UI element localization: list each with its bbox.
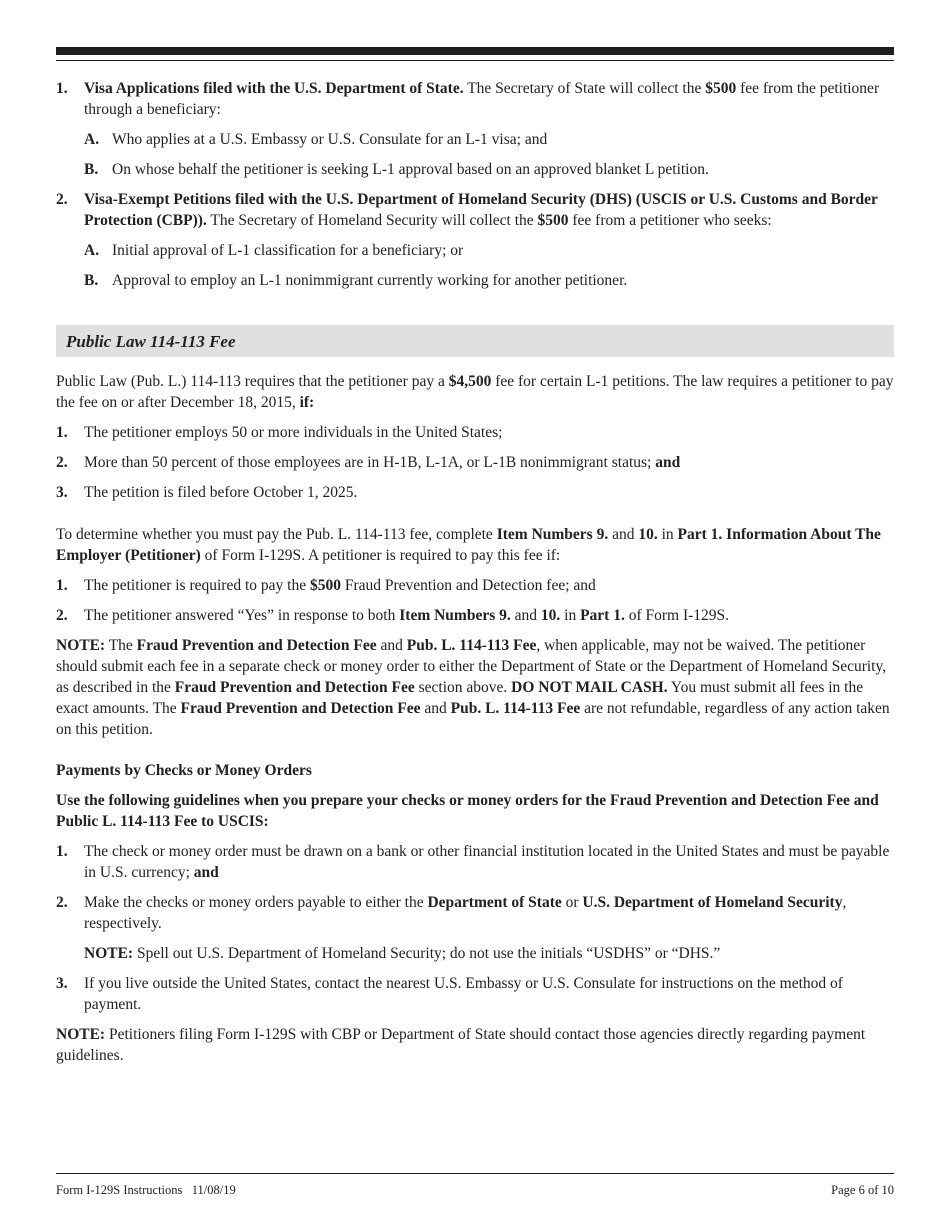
final-note-paragraph bbox=[56, 1024, 894, 1066]
visa-item-2-b bbox=[56, 270, 894, 291]
header-thin-rule bbox=[56, 60, 894, 61]
guideline-2-note bbox=[56, 943, 894, 964]
pl-condition-2 bbox=[56, 452, 894, 473]
emphasis-text: Pub. L. 114-113 Fee bbox=[406, 637, 537, 654]
emphasis-text: 10. bbox=[540, 607, 561, 624]
item-text: of Form I-129S. bbox=[624, 607, 730, 624]
paragraph-text: fee for certain L-1 petitions. The law requires a petitioner to pay the fee on or after December 18, 2015, bbox=[56, 373, 894, 411]
note-text: Spell out U.S. Department of Homeland Security; do not use the initials “USDHS” or “DHS.” bbox=[133, 945, 721, 962]
spacer bbox=[56, 512, 894, 524]
pl-requirement-1 bbox=[56, 575, 894, 596]
emphasis-text: Department of State bbox=[427, 894, 562, 911]
fee-amount: $500 bbox=[537, 212, 569, 229]
paragraph-text: The bbox=[105, 637, 137, 654]
item-text: If you live outside the United States, contact the nearest U.S. Embassy or U.S. Consulate for instructions on the method of payment. bbox=[84, 975, 843, 1013]
item-text: Make the checks or money orders payable to either the bbox=[84, 894, 428, 911]
sub-item-text: Who applies at a U.S. Embassy or U.S. Consulate for an L-1 visa; and bbox=[112, 131, 548, 148]
footer-form-name: Form I-129S Instructions 11/08/19 bbox=[56, 1183, 236, 1197]
sub-item-letter: B. bbox=[84, 161, 99, 178]
pl-condition-1 bbox=[56, 422, 894, 443]
emphasis-text: U.S. Department of Homeland Security bbox=[582, 894, 843, 911]
sub-item-letter: A. bbox=[84, 131, 100, 148]
item-text: in bbox=[560, 607, 581, 624]
emphasis-text: and bbox=[193, 864, 219, 881]
emphasis-text: Part 1. bbox=[580, 607, 625, 624]
item-text: The petition is filed before October 1, 2025. bbox=[84, 484, 358, 501]
paragraph-text: and bbox=[420, 700, 451, 717]
paragraph-text: of Form I-129S. A petitioner is required to pay this fee if: bbox=[200, 547, 561, 564]
determine-paragraph bbox=[56, 524, 894, 566]
visa-item-2-a bbox=[56, 240, 894, 261]
footer-rule bbox=[56, 1173, 894, 1174]
item-number: 1. bbox=[56, 577, 68, 594]
emphasis-text: Item Numbers 9. bbox=[496, 526, 609, 543]
item-heading: Visa-Exempt Petitions filed with the U.S. Department of Homeland Security (DHS) (USCIS or U.S. Customs and Border Protection (CBP)). bbox=[84, 191, 878, 229]
fee-amount: $500 bbox=[309, 577, 341, 594]
section-title: Public Law 114-113 Fee bbox=[66, 331, 236, 351]
item-text: fee from the petitioner through a beneficiary: bbox=[84, 80, 880, 118]
emphasis-text: Part 1. Information About The Employer (Petitioner) bbox=[56, 526, 881, 564]
fee-amount: $500 bbox=[705, 80, 737, 97]
fee-amount: $4,500 bbox=[448, 373, 492, 390]
emphasis-text: Fraud Prevention and Detection Fee bbox=[180, 700, 421, 717]
paragraph-text: and bbox=[608, 526, 639, 543]
emphasis-text: Fraud Prevention and Detection Fee bbox=[136, 637, 377, 654]
paragraph-text: in bbox=[657, 526, 678, 543]
visa-item-1-a bbox=[56, 129, 894, 150]
item-text: and bbox=[510, 607, 541, 624]
item-text: The petitioner is required to pay the bbox=[84, 577, 310, 594]
emphasis-text: Fraud Prevention and Detection Fee bbox=[174, 679, 415, 696]
item-number: 3. bbox=[56, 484, 68, 501]
emphasis-text: 10. bbox=[638, 526, 658, 543]
sub-item-text: Approval to employ an L-1 nonimmigrant currently working for another petitioner. bbox=[112, 272, 628, 289]
item-text: , respectively. bbox=[84, 894, 847, 932]
emphasis-text: Pub. L. 114-113 Fee bbox=[450, 700, 581, 717]
visa-item-2 bbox=[56, 189, 894, 231]
item-text: or bbox=[561, 894, 583, 911]
paragraph-text: , when applicable, may not be waived. The petitioner should submit each fee in a separate check or money order to either the Department of State or the Department of Homeland Security, as described in the bbox=[56, 637, 887, 696]
guidelines-paragraph bbox=[56, 790, 894, 832]
item-text: The Secretary of Homeland Security will collect the bbox=[206, 212, 538, 229]
item-number: 1. bbox=[56, 80, 68, 97]
emphasis-text: and bbox=[655, 454, 681, 471]
paragraph-text: section above. bbox=[414, 679, 512, 696]
paragraph-text: are not refundable, regardless of any action taken on this petition. bbox=[56, 700, 890, 738]
guideline-3 bbox=[56, 973, 894, 1015]
emphasis-text: Item Numbers 9. bbox=[399, 607, 511, 624]
item-number: 2. bbox=[56, 454, 68, 471]
item-number: 1. bbox=[56, 843, 68, 860]
note-label: NOTE: bbox=[56, 637, 106, 654]
page-content bbox=[56, 78, 894, 1075]
paragraph-text: To determine whether you must pay the Pub. L. 114-113 fee, complete bbox=[56, 526, 497, 543]
note-label: NOTE: bbox=[84, 945, 134, 962]
sub-item-letter: B. bbox=[84, 272, 99, 289]
pl-condition-3 bbox=[56, 482, 894, 503]
note-text: Petitioners filing Form I-129S with CBP or Department of State should contact those agencies directly regarding payment guidelines. bbox=[56, 1026, 866, 1064]
item-text: The Secretary of State will collect the bbox=[463, 80, 706, 97]
item-text: More than 50 percent of those employees are in H-1B, L-1A, or L-1B nonimmigrant status; bbox=[84, 454, 656, 471]
payments-heading: Payments by Checks or Money Orders bbox=[56, 762, 312, 779]
item-number: 2. bbox=[56, 894, 68, 911]
pl-requirement-2 bbox=[56, 605, 894, 626]
sub-item-text: Initial approval of L-1 classification for a beneficiary; or bbox=[112, 242, 464, 259]
item-text: fee from a petitioner who seeks: bbox=[568, 212, 772, 229]
paragraph-text: Public Law (Pub. L.) 114-113 requires that the petitioner pay a bbox=[56, 373, 449, 390]
item-number: 3. bbox=[56, 975, 68, 992]
emphasis-text: DO NOT MAIL CASH. bbox=[511, 679, 668, 696]
header-thick-rule bbox=[56, 47, 894, 55]
sub-item-letter: A. bbox=[84, 242, 100, 259]
item-text: The petitioner answered “Yes” in response to both bbox=[84, 607, 400, 624]
item-text: Fraud Prevention and Detection fee; and bbox=[340, 577, 596, 594]
page-footer bbox=[56, 1183, 894, 1198]
item-text: The check or money order must be drawn on a bank or other financial institution located in the United States and must be payable in U.S. currency; bbox=[84, 843, 890, 881]
item-number: 1. bbox=[56, 424, 68, 441]
sub-item-text: On whose behalf the petitioner is seeking L-1 approval based on an approved blanket L petition. bbox=[112, 161, 709, 178]
paragraph-text: and bbox=[376, 637, 407, 654]
fee-note-paragraph bbox=[56, 635, 894, 740]
guideline-1 bbox=[56, 841, 894, 883]
item-number: 2. bbox=[56, 607, 68, 624]
note-label: NOTE: bbox=[56, 1026, 106, 1043]
emphasis-text: if: bbox=[299, 394, 315, 411]
item-heading: Visa Applications filed with the U.S. Department of State. bbox=[84, 80, 464, 97]
section-title-bar bbox=[56, 325, 894, 357]
pl-intro-paragraph bbox=[56, 371, 894, 413]
visa-item-1-b bbox=[56, 159, 894, 180]
item-text: The petitioner employs 50 or more individuals in the United States; bbox=[84, 424, 503, 441]
guidelines-text: Use the following guidelines when you prepare your checks or money orders for the Fraud Prevention and Detection Fee and Public L. 114-113 Fee to USCIS: bbox=[56, 792, 879, 830]
guideline-2 bbox=[56, 892, 894, 934]
footer-page-number: Page 6 of 10 bbox=[831, 1183, 894, 1197]
paragraph-text: You must submit all fees in the exact amounts. The bbox=[56, 679, 864, 717]
visa-item-1 bbox=[56, 78, 894, 120]
item-number: 2. bbox=[56, 191, 68, 208]
